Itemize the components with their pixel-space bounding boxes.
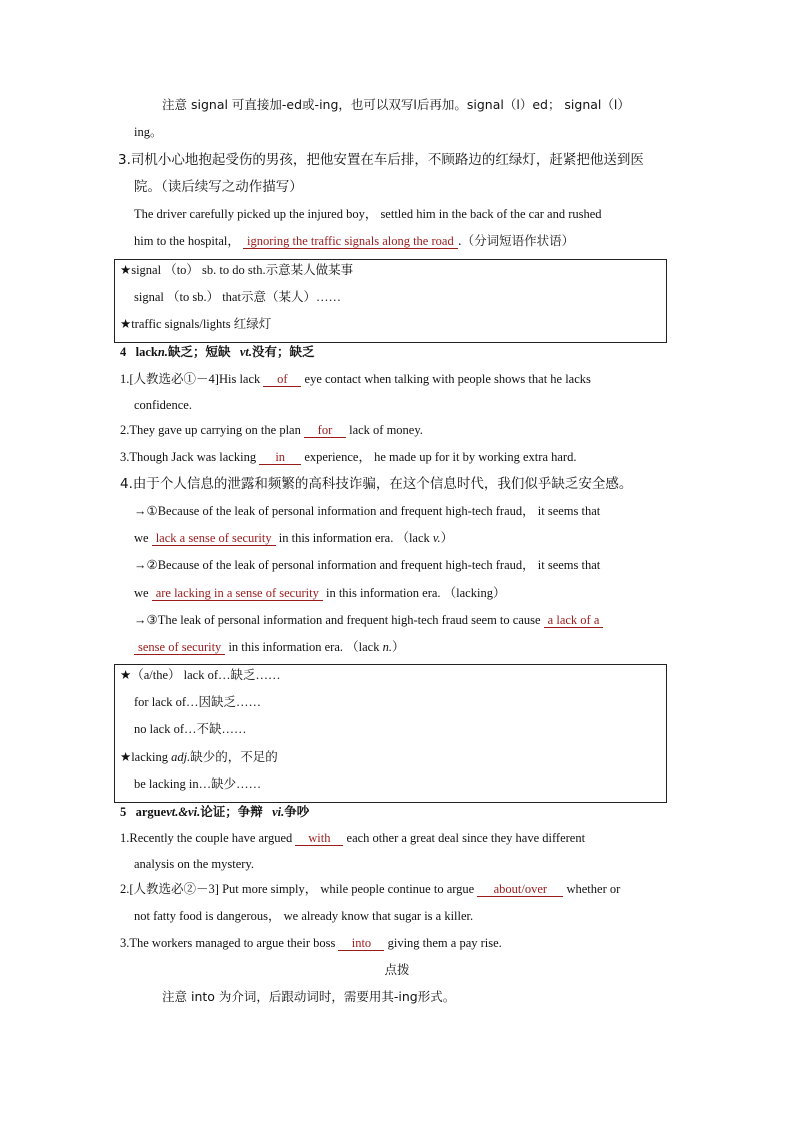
argue-q1-blank: with	[295, 831, 343, 846]
lack-question-3: 3.Though Jack was lacking in experience， he made up for it by working extra hard.	[120, 450, 577, 464]
argue-question-3: 3.The workers managed to argue their boss into giving them a pay rise.	[120, 936, 502, 950]
lack-question-1-line2: confidence.	[134, 398, 192, 412]
tip-text: 注意 into 为介词，后跟动词时，需要用其-ing形式。	[162, 989, 456, 1004]
item3-answer-blank: ignoring the traffic signals along the road	[243, 234, 458, 249]
lack-rewrite-2-line1: →②Because of the leak of personal information and frequent high-tech fraud， it seems that	[134, 558, 601, 572]
lack-question-4-chinese: 4.由于个人信息的泄露和频繁的高科技诈骗，在这个信息时代，我们似乎缺乏安全感。	[120, 476, 633, 492]
note-signal-line1: 注意 signal 可直接加-ed或-ing，也可以双写l后再加。signal（l）ed； signal（l）	[162, 97, 630, 112]
item3-english-line1: The driver carefully picked up the injured boy， settled him in the back of the car and rushed	[134, 207, 602, 221]
lack-rewrite-3-line2: sense of security in this information era. （lack n.）	[134, 639, 404, 655]
tip-title: 点拨	[384, 962, 410, 977]
note-signal-line2: ing。	[134, 125, 163, 139]
box2-line4: ★lacking adj.缺少的，不足的	[120, 750, 278, 764]
box1-line1: ★signal （to） sb. to do sth.示意某人做某事	[120, 263, 354, 277]
item3-english-line2: him to the hospital， ignoring the traffic signals along the road .（分词短语作状语）	[134, 233, 575, 248]
box2-line3: no lack of…不缺……	[134, 722, 247, 736]
lack-r2-blank: are lacking in a sense of security	[152, 586, 323, 601]
lack-q1-blank: of	[263, 372, 301, 387]
lack-rewrite-1-line1: →①Because of the leak of personal information and frequent high-tech fraud， it seems that	[134, 504, 601, 518]
box2-line2: for lack of…因缺乏……	[134, 695, 262, 709]
lack-r3-blank-part1: a lack of a	[544, 613, 604, 628]
argue-q3-blank: into	[338, 936, 384, 951]
item3-chinese-line1: 3.司机小心地抱起受伤的男孩，把他安置在车后排，不顾路边的红绿灯，赶紧把他送到医	[118, 152, 644, 168]
item3-chinese-line2: 院。（读后续写之动作描写）	[134, 179, 303, 195]
box1-line3: ★traffic signals/lights 红绿灯	[120, 317, 272, 331]
box2-line5: be lacking in…缺少……	[134, 777, 262, 791]
lack-r3-blank-part2: sense of security	[134, 640, 225, 655]
lack-q3-blank: in	[259, 450, 301, 465]
argue-question-2: 2.[人教选必②－3] Put more simply， while people continue to argue about/over whether or	[120, 882, 621, 896]
heading-lack: 4 lackn.缺乏；短缺 vt.没有；缺乏	[120, 344, 315, 359]
argue-question-1-line2: analysis on the mystery.	[134, 857, 255, 871]
box1-line2: signal （to sb.） that示意（某人）……	[134, 290, 341, 304]
argue-question-1: 1.Recently the couple have argued with each other a great deal since they have different	[120, 831, 586, 845]
lack-rewrite-2-line2: we are lacking in a sense of security in this information era. （lacking）	[134, 586, 506, 600]
heading-argue: 5 arguevt.&vi.论证；争辩 vi.争吵	[120, 804, 310, 819]
lack-question-1: 1.[人教选必①－4]His lack of eye contact when talking with people shows that he lacks	[120, 372, 591, 386]
lack-rewrite-3-line1: →③The leak of personal information and frequent high-tech fraud seem to cause a lack of a	[134, 612, 603, 628]
lack-rewrite-1-line2: we lack a sense of security in this information era. （lack v.）	[134, 531, 454, 545]
argue-question-2-line2: not fatty food is dangerous， we already know that sugar is a killer.	[134, 909, 474, 923]
box2-line1: ★（a/the） lack of…缺乏……	[120, 668, 281, 682]
lack-r1-blank: lack a sense of security	[152, 531, 276, 546]
lack-q2-blank: for	[304, 423, 346, 438]
lack-question-2: 2.They gave up carrying on the plan for lack of money.	[120, 423, 423, 437]
argue-q2-blank: about/over	[477, 882, 563, 897]
